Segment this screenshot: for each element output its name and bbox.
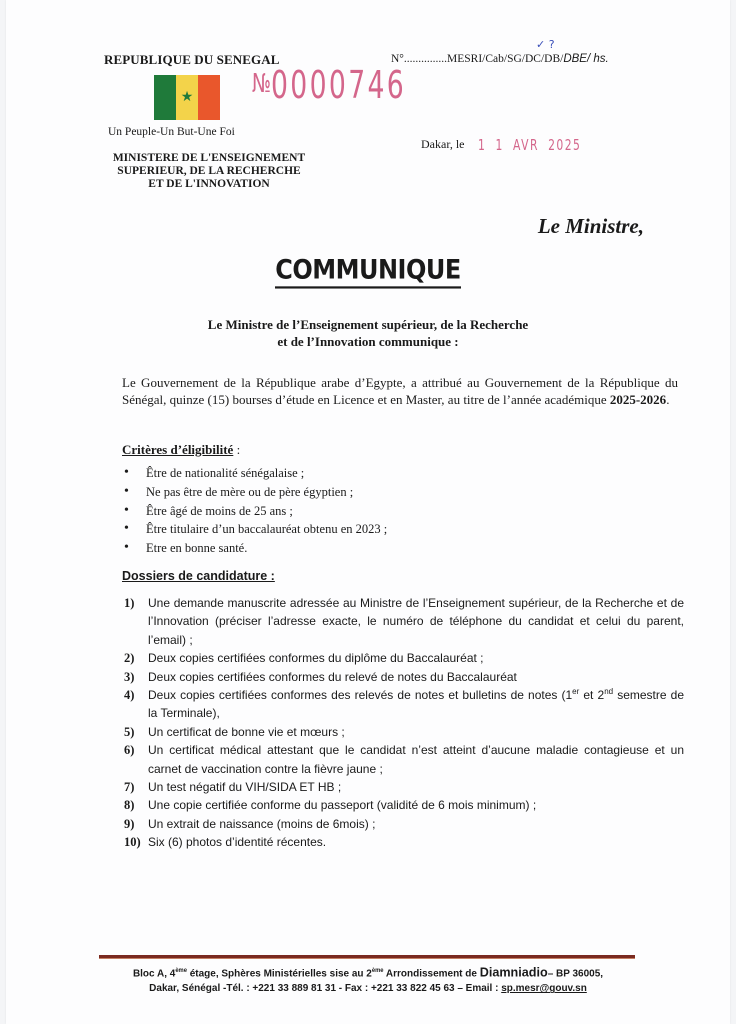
dossiers-heading: Dossiers de candidature : bbox=[122, 569, 275, 583]
item-number: 9) bbox=[124, 816, 135, 831]
dossier-item bbox=[124, 686, 684, 723]
footer-line-1 bbox=[17, 964, 719, 981]
superscript: nd bbox=[604, 687, 614, 697]
criteria-item: • Être titulaire d’un baccalauréat obtenu en 2023 ; bbox=[124, 520, 387, 539]
ministry-name bbox=[104, 152, 314, 191]
date-stamp: 1 1 AVR 2025 bbox=[478, 136, 582, 154]
academic-year: 2025-2026 bbox=[609, 392, 667, 407]
footer-line-2 bbox=[17, 981, 719, 996]
signatory: Le Ministre, bbox=[537, 214, 644, 238]
document-title bbox=[6, 256, 730, 287]
item-text: Deux copies certifiées conformes du relevé de notes du Baccalauréat bbox=[148, 669, 517, 684]
criteria-heading-colon: : bbox=[233, 442, 241, 457]
reference-prefix: N°...............MESRI/Cab/SG/DC/DB/ bbox=[391, 53, 564, 65]
criteria-heading bbox=[122, 442, 240, 458]
handwritten-check-marks: ✓ ? bbox=[536, 38, 555, 51]
flag-red-band bbox=[198, 75, 220, 120]
footer-rule bbox=[99, 955, 635, 959]
footer-text: Bloc A, 4 bbox=[132, 968, 176, 980]
item-number: 5) bbox=[124, 724, 135, 739]
item-text: Un test négatif du VIH/SIDA ET HB ; bbox=[148, 780, 342, 795]
criteria-item: • Etre en bonne santé. bbox=[124, 539, 387, 558]
footer-email-link[interactable]: sp.mesr@gouv.sn bbox=[501, 983, 587, 995]
item-number: 4) bbox=[124, 688, 135, 703]
superscript: er bbox=[572, 687, 580, 697]
flag-yellow-band bbox=[176, 75, 198, 120]
national-motto: Un Peuple-Un But-Une Foi bbox=[108, 126, 235, 138]
footer-text: Arrondissement de bbox=[383, 968, 480, 980]
date-label: Dakar, le bbox=[421, 137, 465, 151]
main-paragraph bbox=[122, 374, 678, 408]
item-text: Six (6) photos d’identité récentes. bbox=[148, 835, 327, 850]
senegal-flag-icon bbox=[154, 75, 220, 120]
reference-number bbox=[391, 53, 609, 65]
item-number: 8) bbox=[124, 798, 135, 813]
item-text: Un certificat médical attestant que le candidat n’est atteint d’aucune maladie contagieuse et un carnet de vaccination contre la fièvre jaune ; bbox=[148, 743, 684, 776]
flag-star-icon: ★ bbox=[180, 89, 194, 105]
item-text: Une demande manuscrite adressée au Ministre de l’Enseignement supérieur, de la Recherche et de l’Innovation (préciser l’adresse exacte, le numéro de téléphone du candidat et celui du parent, l’email) ; bbox=[148, 596, 684, 647]
item-number: 7) bbox=[124, 780, 135, 795]
item-text: et 2 bbox=[579, 688, 605, 703]
footer-text: – BP 36005, bbox=[547, 968, 604, 980]
footer-city: Diamniadio bbox=[479, 964, 548, 980]
republic-heading: REPUBLIQUE DU SENEGAL bbox=[104, 52, 280, 67]
item-number: 1) bbox=[124, 596, 135, 610]
item-text: Une copie certifiée conforme du passeport (validité de 6 mois minimum) ; bbox=[148, 798, 537, 813]
dossier-item bbox=[124, 741, 684, 778]
criteria-item: • Être âgé de moins de 25 ans ; bbox=[124, 502, 387, 521]
criteria-item: • Ne pas être de mère ou de père égyptien ; bbox=[124, 483, 387, 502]
item-number: 6) bbox=[124, 743, 135, 758]
intro-line: Le Ministre de l’Enseignement supérieur, de la Recherche bbox=[207, 317, 529, 332]
item-text: semestre de la Terminale), bbox=[148, 688, 684, 721]
registration-number-stamp bbox=[252, 63, 407, 107]
dossier-item bbox=[124, 649, 684, 667]
paragraph-text: Le Gouvernement de la République arabe d’Egypte, a attribué au Gouvernement de la République du Sénégal, quinze (15) bourses d’étude en Licence et en Master, au titre de l’année académique bbox=[122, 375, 678, 407]
dossiers-list bbox=[124, 594, 684, 852]
document-page bbox=[6, 0, 730, 1024]
dossier-item bbox=[124, 668, 684, 686]
ministry-line: SUPERIEUR, DE LA RECHERCHE bbox=[117, 165, 301, 177]
intro-line: et de l’Innovation communique : bbox=[277, 334, 459, 349]
dossier-item bbox=[124, 778, 684, 796]
stamp-number: 0000746 bbox=[270, 63, 407, 107]
footer-text: étage, Sphères Ministérielles sise au 2 bbox=[186, 968, 372, 980]
flag-green-band bbox=[154, 75, 176, 120]
dossier-item bbox=[124, 723, 684, 741]
superscript: ème bbox=[371, 968, 384, 974]
criteria-heading-text: Critères d’éligibilité bbox=[122, 442, 234, 457]
item-number: 3) bbox=[124, 669, 135, 684]
footer-contact: Dakar, Sénégal -Tél. : +221 33 889 81 31 - Fax : +221 33 822 45 63 – Email : bbox=[149, 983, 502, 995]
item-text: Deux copies certifiées conformes des relevés de notes et bulletins de notes (1 bbox=[148, 688, 573, 703]
ministry-line: MINISTERE DE L'ENSEIGNEMENT bbox=[112, 152, 306, 164]
footer-address bbox=[17, 964, 719, 996]
item-text: Un certificat de bonne vie et mœurs ; bbox=[148, 724, 345, 739]
ministry-line: ET DE L'INNOVATION bbox=[148, 178, 270, 190]
numero-sign: № bbox=[252, 69, 271, 99]
superscript: ème bbox=[175, 968, 187, 974]
dossier-item bbox=[124, 815, 684, 833]
criteria-list bbox=[124, 464, 387, 558]
title-text: COMMUNIQUE bbox=[275, 254, 461, 288]
dossier-item bbox=[124, 594, 684, 649]
dossier-item bbox=[124, 833, 684, 851]
reference-suffix: DBE/ hs. bbox=[563, 53, 609, 65]
item-number: 10) bbox=[124, 835, 141, 850]
item-text: Deux copies certifiées conformes du diplôme du Baccalauréat ; bbox=[148, 651, 484, 666]
item-text: Un extrait de naissance (moins de 6mois) ; bbox=[148, 816, 376, 831]
dossier-item bbox=[124, 796, 684, 814]
intro-statement bbox=[6, 316, 730, 350]
criteria-item: • Être de nationalité sénégalaise ; bbox=[124, 464, 387, 483]
paragraph-end: . bbox=[666, 392, 670, 407]
item-number: 2) bbox=[124, 651, 135, 666]
